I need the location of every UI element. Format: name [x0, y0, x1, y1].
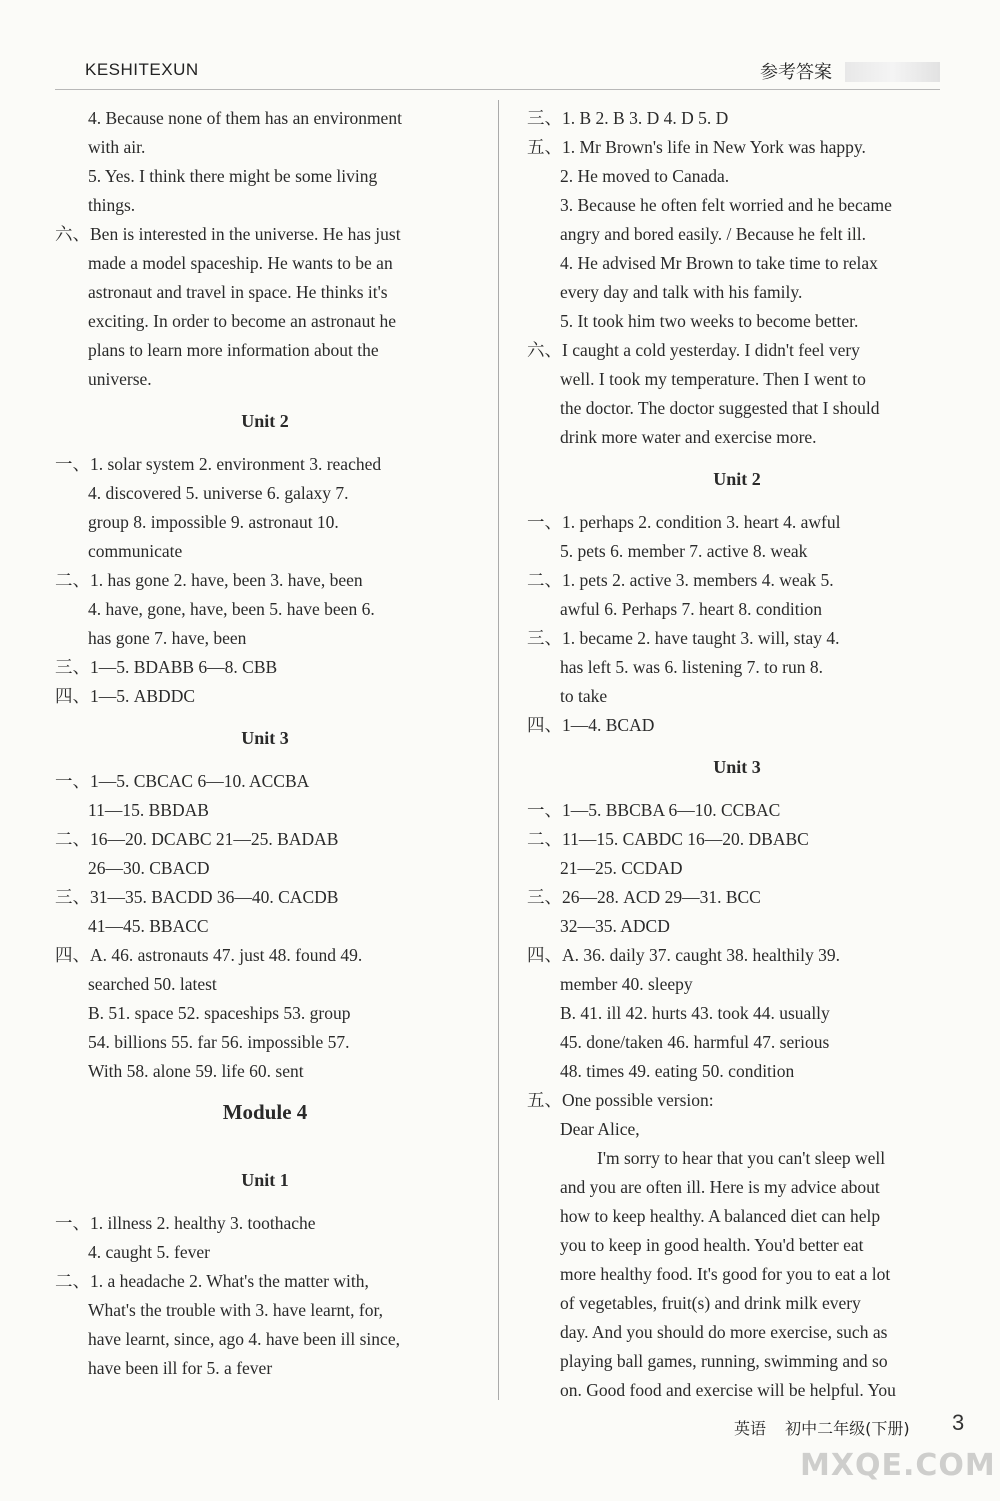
answer-line: 五、1. Mr Brown's life in New York was happy. [527, 137, 866, 157]
answer-line: 3. Because he often felt worried and he became [560, 195, 892, 215]
unit-heading: Unit 2 [241, 411, 289, 431]
answer-line: exciting. In order to become an astronaut he [88, 311, 397, 331]
answer-line: universe. [88, 369, 152, 389]
column-divider [498, 100, 499, 1400]
answer-line: on. Good food and exercise will be helpful. You [560, 1380, 896, 1400]
footer-grade: 初中二年级(下册) [785, 1419, 910, 1438]
answer-line: 5. Yes. I think there might be some living [88, 166, 378, 186]
header-rule [55, 89, 940, 90]
answer-line: 一、1—5. BBCBA 6—10. CCBAC [527, 800, 781, 820]
answer-line: communicate [88, 541, 183, 561]
answer-line: 一、1—5. CBCAC 6—10. ACCBA [55, 771, 310, 791]
answer-line: 4. discovered 5. universe 6. galaxy 7. [88, 483, 349, 503]
answer-line: day. And you should do more exercise, such as [560, 1322, 888, 1342]
answer-line: 三、1. B 2. B 3. D 4. D 5. D [527, 108, 729, 128]
answer-line: 4. have, gone, have, been 5. have been 6. [88, 599, 375, 619]
answer-line: 四、1—5. ABDDC [55, 686, 196, 706]
answer-line: 一、1. solar system 2. environment 3. reached [55, 454, 382, 474]
answer-line: searched 50. latest [88, 974, 217, 994]
answer-line: member 40. sleepy [560, 974, 693, 994]
answer-line: 54. billions 55. far 56. impossible 57. [88, 1032, 350, 1052]
footer-subject: 英语 [734, 1419, 767, 1438]
answer-line: every day and talk with his family. [560, 282, 803, 302]
unit-heading: Unit 3 [241, 728, 289, 748]
answer-line: 41—45. BBACC [88, 916, 209, 936]
answer-line: 二、11—15. CABDC 16—20. DBABC [527, 829, 809, 849]
unit-heading: Unit 3 [713, 757, 761, 777]
answer-line: playing ball games, running, swimming and so [560, 1351, 888, 1371]
answer-line: group 8. impossible 9. astronaut 10. [88, 512, 339, 532]
answer-line: 4. caught 5. fever [88, 1242, 210, 1262]
header-decoration-bar [845, 62, 940, 82]
answer-line: angry and bored easily. / Because he felt ill. [560, 224, 866, 244]
answer-line: 二、16—20. DCABC 21—25. BADAB [55, 829, 339, 849]
answer-line: have learnt, since, ago 4. have been ill since, [88, 1329, 400, 1349]
watermark: MXQE.COM [800, 1448, 996, 1483]
answer-line: has gone 7. have, been [88, 628, 247, 648]
answer-line: With 58. alone 59. life 60. sent [88, 1061, 304, 1081]
answer-line: drink more water and exercise more. [560, 427, 817, 447]
answer-line: 三、26—28. ACD 29—31. BCC [527, 887, 761, 907]
answer-line: 一、1. illness 2. healthy 3. toothache [55, 1213, 316, 1233]
answer-line: 2. He moved to Canada. [560, 166, 730, 186]
answer-line: plans to learn more information about the [88, 340, 379, 360]
answer-line: 一、1. perhaps 2. condition 3. heart 4. awful [527, 512, 841, 532]
answer-line: more healthy food. It's good for you to eat a lot [560, 1264, 891, 1284]
unit-heading: Unit 1 [241, 1170, 289, 1190]
answer-line: 11—15. BBDAB [88, 800, 209, 820]
answer-line: things. [88, 195, 136, 215]
answer-line: to take [560, 686, 608, 706]
answer-line: B. 41. ill 42. hurts 43. took 44. usually [560, 1003, 830, 1023]
header-brand: KESHITEXUN [85, 60, 199, 79]
header-title: 参考答案 [760, 62, 832, 83]
answer-line: I'm sorry to hear that you can't sleep well [597, 1148, 886, 1168]
answer-line: B. 51. space 52. spaceships 53. group [88, 1003, 351, 1023]
answer-line: 5. It took him two weeks to become better. [560, 311, 859, 331]
answer-line: of vegetables, fruit(s) and drink milk every [560, 1293, 861, 1313]
answer-line: 5. pets 6. member 7. active 8. weak [560, 541, 808, 561]
answer-line: with air. [88, 137, 146, 157]
answer-line: 二、1. a headache 2. What's the matter with, [55, 1271, 369, 1291]
page-number: 3 [952, 1410, 965, 1435]
answer-line: 四、A. 46. astronauts 47. just 48. found 49. [55, 945, 363, 965]
answer-line: 45. done/taken 46. harmful 47. serious [560, 1032, 830, 1052]
answer-line: 五、One possible version: [527, 1090, 714, 1110]
answer-line: 4. Because none of them has an environment [88, 108, 402, 128]
module-heading: Module 4 [222, 1100, 308, 1124]
answer-line: have been ill for 5. a fever [88, 1358, 273, 1378]
answer-line: 21—25. CCDAD [560, 858, 683, 878]
answer-line: made a model spaceship. He wants to be an [88, 253, 393, 273]
answer-line: 三、31—35. BACDD 36—40. CACDB [55, 887, 339, 907]
answer-line: and you are often ill. Here is my advice about [560, 1177, 880, 1197]
answer-line: Dear Alice, [560, 1119, 640, 1139]
right-answer-column [527, 104, 947, 1405]
unit-heading: Unit 2 [713, 469, 761, 489]
answer-line: well. I took my temperature. Then I went to [560, 369, 866, 389]
answer-line: how to keep healthy. A balanced diet can help [560, 1206, 881, 1226]
answer-line: astronaut and travel in space. He thinks it's [88, 282, 388, 302]
answer-line: 二、1. has gone 2. have, been 3. have, been [55, 570, 363, 590]
answer-line: 三、1. became 2. have taught 3. will, stay 4. [527, 628, 840, 648]
page-footer [734, 1416, 924, 1439]
answer-line: 三、1—5. BDABB 6—8. CBB [55, 657, 278, 677]
answer-line: 四、A. 36. daily 37. caught 38. healthily 39. [527, 945, 841, 965]
answer-line: 4. He advised Mr Brown to take time to relax [560, 253, 878, 273]
answer-line: What's the trouble with 3. have learnt, for, [88, 1300, 383, 1320]
answer-line: 六、Ben is interested in the universe. He has just [55, 224, 401, 244]
answer-line: 48. times 49. eating 50. condition [560, 1061, 795, 1081]
answer-line: has left 5. was 6. listening 7. to run 8. [560, 657, 823, 677]
answer-line: 26—30. CBACD [88, 858, 210, 878]
answer-line: you to keep in good health. You'd better eat [560, 1235, 864, 1255]
answer-line: the doctor. The doctor suggested that I should [560, 398, 880, 418]
left-answer-column [55, 104, 475, 1383]
answer-line: 二、1. pets 2. active 3. members 4. weak 5. [527, 570, 834, 590]
answer-line: 四、1—4. BCAD [527, 715, 655, 735]
answer-line: 32—35. ADCD [560, 916, 670, 936]
answer-line: awful 6. Perhaps 7. heart 8. condition [560, 599, 822, 619]
answer-line: 六、I caught a cold yesterday. I didn't feel very [527, 340, 860, 360]
